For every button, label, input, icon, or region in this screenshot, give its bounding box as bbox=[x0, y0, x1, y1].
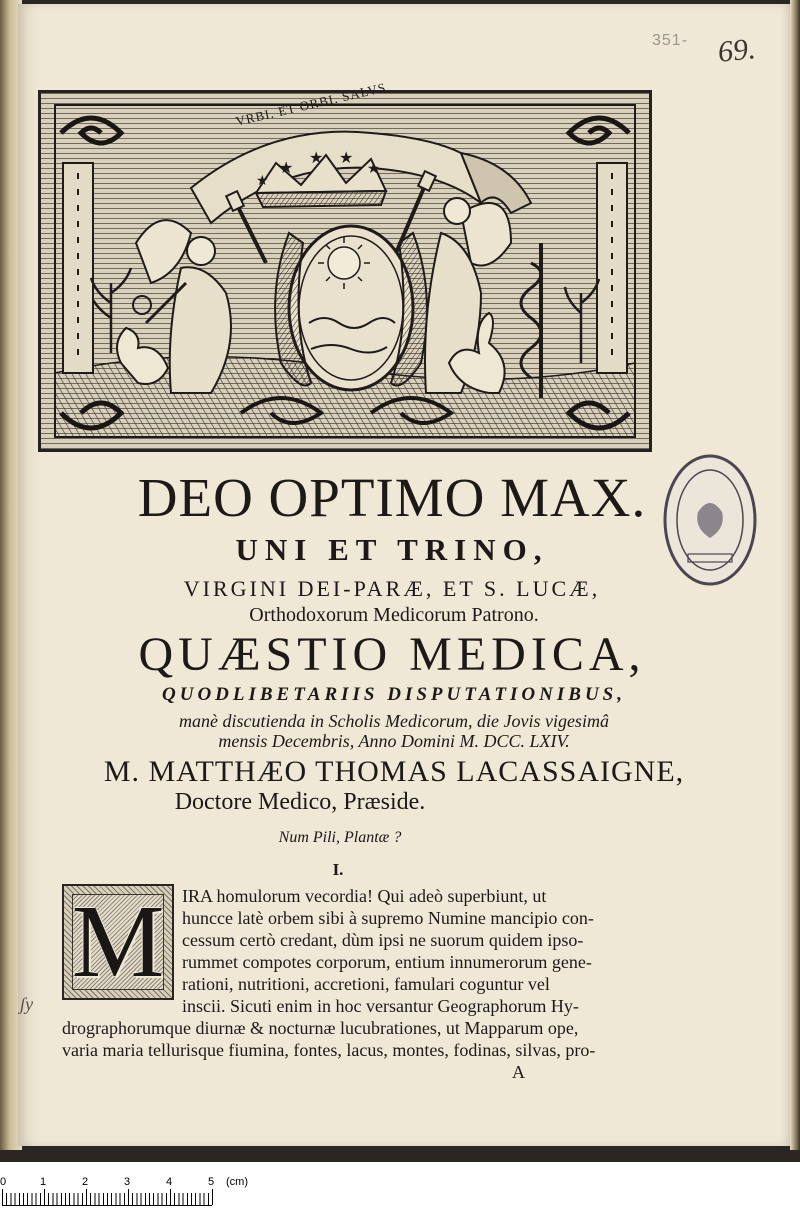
title-doctore-medico: Doctore Medico, Præside. bbox=[174, 789, 426, 815]
ruler-major-ticks bbox=[2, 1189, 214, 1205]
title-quaestio-medica: QUÆSTIO MEDICA, bbox=[138, 628, 646, 681]
signature-mark: A bbox=[512, 1062, 525, 1082]
svg-text:★: ★ bbox=[339, 150, 354, 167]
title-quodlibetariis: QUODLIBETARIIS DISPUTATIONIBUS, bbox=[162, 684, 626, 705]
title-virgini: VIRGINI DEI-PARÆ, ET S. LUCÆ, bbox=[183, 576, 601, 601]
initial-letter: M bbox=[71, 884, 165, 999]
title-deo-optimo: DEO OPTIMO MAX. bbox=[137, 467, 647, 528]
body-line-5: rationi, nutritioni, accretioni, famulari coguntur vel bbox=[182, 974, 550, 994]
book-edge-right bbox=[790, 0, 800, 1150]
title-mane-discutienda: manè discutienda in Scholis Medicorum, die Jovis vigesimâ bbox=[179, 711, 609, 731]
svg-text:★: ★ bbox=[279, 160, 294, 177]
body-line-6: inscii. Sicuti enim in hoc versantur Geographorum Hy- bbox=[182, 996, 579, 1016]
decorated-initial bbox=[62, 884, 174, 1000]
pencil-folio-number: 351- bbox=[652, 32, 689, 49]
ruler-label-4: 4 bbox=[166, 1176, 173, 1188]
svg-text:★: ★ bbox=[256, 174, 269, 189]
title-praeses-name: M. MATTHÆO THOMAS LACASSAIGNE, bbox=[103, 755, 685, 788]
ruler-label-1: 1 bbox=[40, 1176, 47, 1188]
title-orthodoxorum: Orthodoxorum Medicorum Patrono. bbox=[249, 604, 539, 626]
body-line-2: huncce latè orbem sibi à supremo Numine mancipio con- bbox=[182, 908, 594, 928]
section-number: I. bbox=[332, 860, 344, 879]
ruler-label-0: 0 bbox=[0, 1176, 7, 1188]
ruler-label-5: 5 bbox=[208, 1176, 215, 1188]
title-date: mensis Decembris, Anno Domini M. DCC. LXIV. bbox=[218, 731, 570, 751]
question-heading: Num Pili, Plantæ ? bbox=[278, 829, 402, 846]
body-line-3: cessum certò credant, dùm ipsi ne suorum quidem ipso- bbox=[182, 930, 584, 950]
woodcut-motto: VRBI. ET ORBI. SALVS bbox=[234, 79, 388, 129]
woodcut-vignette bbox=[38, 90, 652, 452]
ruler-label-2: 2 bbox=[82, 1176, 89, 1188]
ruler-unit: (cm) bbox=[226, 1176, 248, 1188]
svg-text:★: ★ bbox=[309, 150, 324, 167]
ink-folio-number: 69. bbox=[716, 32, 758, 69]
body-line-8: varia maria tellurisque fiumina, fontes, lacus, montes, fodinas, silvas, pro- bbox=[62, 1040, 596, 1060]
margin-note: ʃy bbox=[20, 994, 34, 1014]
body-line-7: drographorumque diurnæ & nocturnæ lucubrationes, ut Mapparum ope, bbox=[62, 1018, 579, 1038]
title-uni-et-trino: UNI ET TRINO, bbox=[235, 532, 549, 567]
ruler-label-3: 3 bbox=[124, 1176, 131, 1188]
svg-text:★: ★ bbox=[367, 162, 380, 177]
woodcut-illustration-icon bbox=[41, 93, 649, 449]
body-line-4: rummet compotes corporum, entium innumerorum gene- bbox=[182, 952, 592, 972]
body-line-1: IRA homulorum vecordia! Qui adeò superbiunt, ut bbox=[182, 886, 547, 906]
